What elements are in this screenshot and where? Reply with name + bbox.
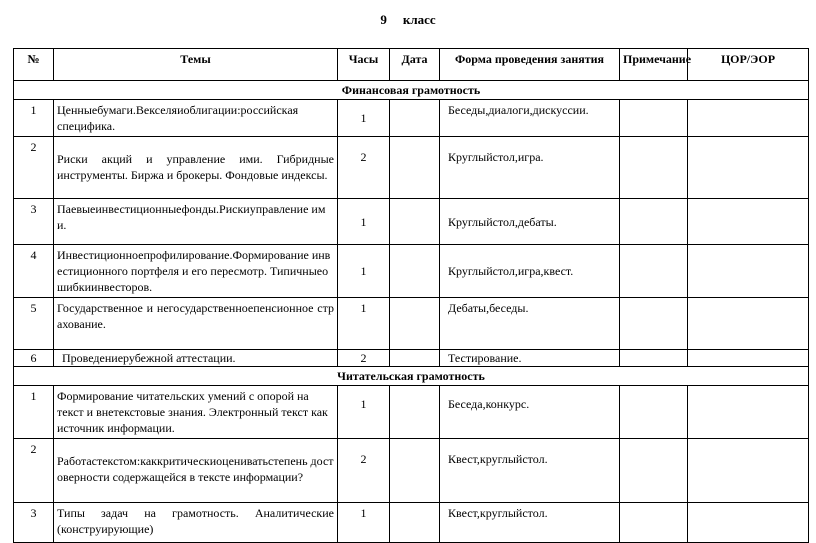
row-hours: 2 — [338, 350, 390, 367]
section-title: Финансовая грамотность — [14, 81, 809, 100]
row-topic: Типы задач на грамотность. Аналитические (конструирующие) — [54, 503, 338, 543]
table-header-row — [14, 49, 809, 81]
row-date — [390, 245, 440, 298]
row-notes — [620, 199, 688, 245]
row-form: Квест,круглыйстол. — [440, 439, 620, 503]
table-row — [14, 439, 809, 503]
header-num: № — [14, 49, 54, 81]
header-cor: ЦОР/ЭОР — [688, 49, 809, 81]
section-header-row — [14, 367, 809, 386]
row-topic: Паевыеинвестиционныефонды.Рискиуправление ими. — [54, 199, 338, 245]
row-cor — [688, 245, 809, 298]
table-row — [14, 137, 809, 199]
page-title — [0, 12, 816, 28]
row-topic: Формирование читательских умений с опорой на текст и внетекстовые знания. Электронный текст как источник информации. — [54, 386, 338, 439]
row-date — [390, 350, 440, 367]
table-row — [14, 350, 809, 367]
row-date — [390, 137, 440, 199]
section-header-row — [14, 81, 809, 100]
row-notes — [620, 503, 688, 543]
row-cor — [688, 137, 809, 199]
row-date — [390, 199, 440, 245]
row-hours: 1 — [338, 386, 390, 439]
row-num: 1 — [14, 100, 54, 137]
row-date — [390, 100, 440, 137]
row-notes — [620, 100, 688, 137]
row-form: Беседа,конкурс. — [440, 386, 620, 439]
table-row — [14, 298, 809, 350]
row-form: Беседы,диалоги,дискуссии. — [440, 100, 620, 137]
row-num: 5 — [14, 298, 54, 350]
row-date — [390, 503, 440, 543]
header-hours: Часы — [338, 49, 390, 81]
row-num: 3 — [14, 503, 54, 543]
row-form: Круглыйстол,игра. — [440, 137, 620, 199]
row-cor — [688, 199, 809, 245]
row-hours: 2 — [338, 137, 390, 199]
row-date — [390, 386, 440, 439]
row-hours: 1 — [338, 100, 390, 137]
row-date — [390, 439, 440, 503]
row-hours: 1 — [338, 199, 390, 245]
row-topic: Работастекстом:каккритическиоцениватьстепень достоверности содержащейся в тексте информации? — [54, 439, 338, 503]
curriculum-table — [13, 48, 809, 543]
row-form: Круглыйстол,дебаты. — [440, 199, 620, 245]
row-num: 6 — [14, 350, 54, 367]
row-cor — [688, 350, 809, 367]
table-row — [14, 100, 809, 137]
row-form: Тестирование. — [440, 350, 620, 367]
row-num: 3 — [14, 199, 54, 245]
row-cor — [688, 503, 809, 543]
row-topic: Риски акций и управление ими. Гибридные инструменты. Биржа и брокеры. Фондовые индексы. — [54, 137, 338, 199]
table-row — [14, 503, 809, 543]
row-hours: 1 — [338, 298, 390, 350]
row-topic: Государственное и негосударственноепенсионное страхование. — [54, 298, 338, 350]
row-topic: Проведениерубежной аттестации. — [54, 350, 338, 367]
row-cor — [688, 100, 809, 137]
row-num: 1 — [14, 386, 54, 439]
table-row — [14, 245, 809, 298]
row-cor — [688, 439, 809, 503]
table-row — [14, 386, 809, 439]
row-cor — [688, 298, 809, 350]
header-topics: Темы — [54, 49, 338, 81]
row-notes — [620, 245, 688, 298]
row-date — [390, 298, 440, 350]
row-num: 4 — [14, 245, 54, 298]
row-notes — [620, 137, 688, 199]
row-form: Круглыйстол,игра,квест. — [440, 245, 620, 298]
header-notes: Примечание — [620, 49, 688, 81]
row-num: 2 — [14, 439, 54, 503]
header-date: Дата — [390, 49, 440, 81]
row-notes — [620, 386, 688, 439]
row-notes — [620, 350, 688, 367]
row-hours: 1 — [338, 503, 390, 543]
section-title: Читательская грамотность — [14, 367, 809, 386]
row-hours: 2 — [338, 439, 390, 503]
row-topic: Инвестиционноепрофилирование.Формирование инвестиционного портфеля и его пересмотр. Типичныеошибкиинвесторов. — [54, 245, 338, 298]
row-form: Дебаты,беседы. — [440, 298, 620, 350]
row-notes — [620, 298, 688, 350]
row-cor — [688, 386, 809, 439]
grade-number: 9 — [380, 12, 387, 27]
row-notes — [620, 439, 688, 503]
grade-label: класс — [402, 12, 436, 27]
row-form: Квест,круглыйстол. — [440, 503, 620, 543]
header-form: Форма проведения занятия — [440, 49, 620, 81]
row-hours: 1 — [338, 245, 390, 298]
table-row — [14, 199, 809, 245]
row-topic: Ценныебумаги.Векселяиоблигации:российская специфика. — [54, 100, 338, 137]
row-num: 2 — [14, 137, 54, 199]
